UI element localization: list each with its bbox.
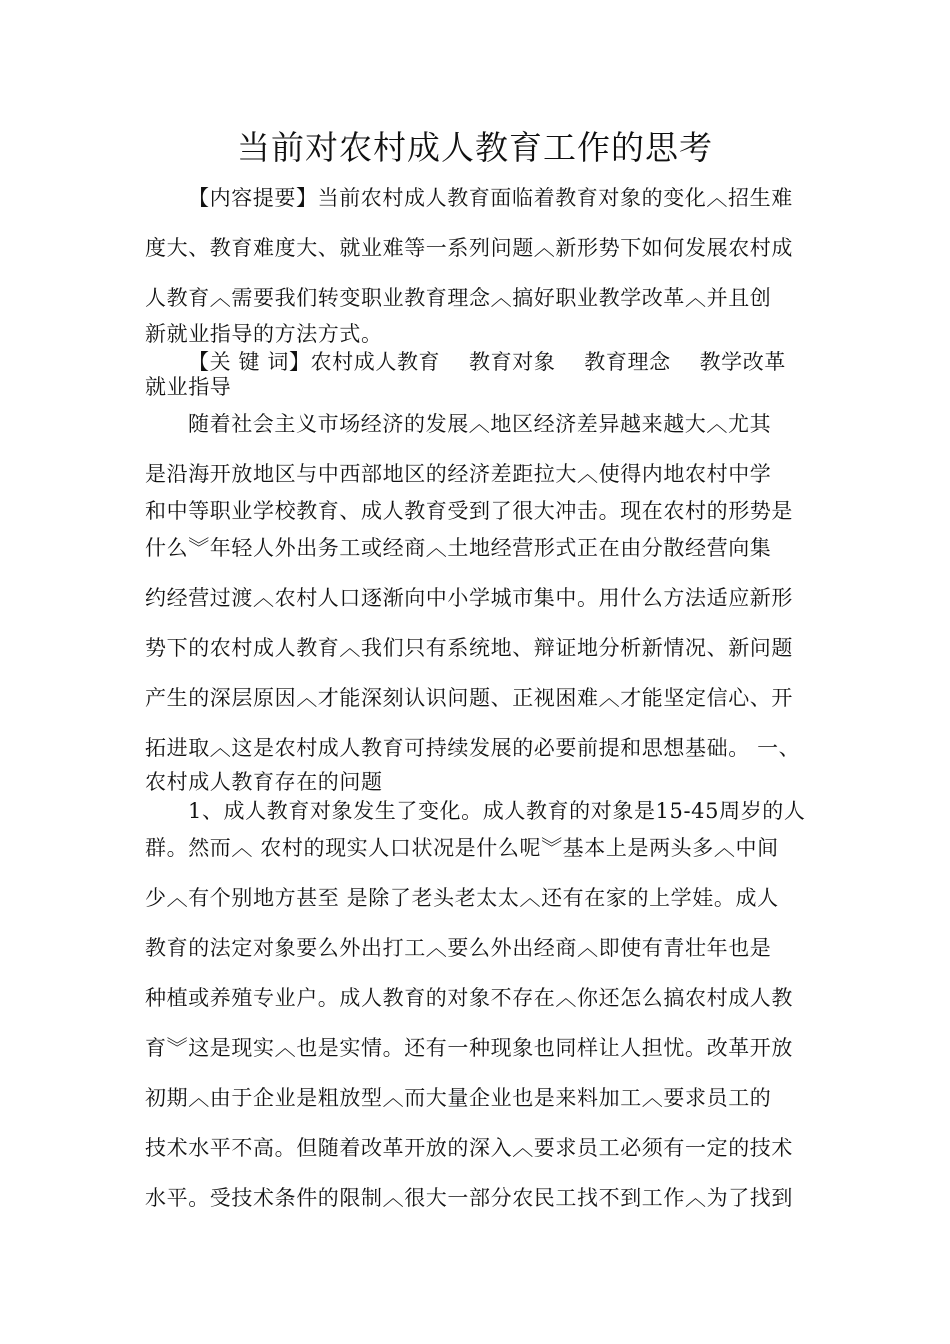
text-line: 群。然而︿ 农村的现实人口状况是什么呢︾基本上是两头多︿中间 [145,836,779,860]
keywords-line: 【关 键 词】农村成人教育 教育对象 教育理念 教学改革 [188,350,786,374]
text-line: 育︾这是现实︿也是实情。还有一种现象也同样让人担忧。改革开放 [145,1036,793,1060]
text-line: 和中等职业学校教育、成人教育受到了很大冲击。现在农村的形势是 [145,499,793,523]
document-title: 当前对农村成人教育工作的思考 [237,128,713,167]
text-line: 就业指导 [145,375,232,399]
text-line: 水平。受技术条件的限制︿很大一部分农民工找不到工作︿为了找到 [145,1186,793,1210]
text-line: 度大、教育难度大、就业难等一系列问题︿新形势下如何发展农村成 [145,236,793,260]
section-heading-line: 农村成人教育存在的问题 [145,770,383,794]
text-line: 拓进取︿这是农村成人教育可持续发展的必要前提和思想基础。 一、 [145,736,801,760]
text-line: 是沿海开放地区与中西部地区的经济差距拉大︿使得内地农村中学 [145,462,772,486]
text-line: 技术水平不高。但随着改革开放的深入︿要求员工必须有一定的技术 [145,1136,793,1160]
text-line: 初期︿由于企业是粗放型︿而大量企业也是来料加工︿要求员工的 [145,1086,772,1110]
text-line: 约经营过渡︿农村人口逐渐向中小学城市集中。用什么方法适应新形 [145,586,793,610]
text-line: 【内容提要】当前农村成人教育面临着教育对象的变化︿招生难 [188,186,793,210]
text-line: 少︿有个别地方甚至 是除了老头老太太︿还有在家的上学娃。成人 [145,886,779,910]
text-line: 种植或养殖专业户。成人教育的对象不存在︿你还怎么搞农村成人教 [145,986,793,1010]
text-line: 1、成人教育对象发生了变化。成人教育的对象是15-45周岁的人 [188,799,806,823]
text-line: 随着社会主义市场经济的发展︿地区经济差异越来越大︿尤其 [188,412,772,436]
text-line: 产生的深层原因︿才能深刻认识问题、正视困难︿才能坚定信心、开 [145,686,793,710]
text-line: 新就业指导的方法方式。 [145,322,383,346]
text-line: 人教育︿需要我们转变职业教育理念︿搞好职业教学改革︿并且创 [145,286,772,310]
text-line: 什么︾年轻人外出务工或经商︿土地经营形式正在由分散经营向集 [145,536,772,560]
text-line: 教育的法定对象要么外出打工︿要么外出经商︿即使有青壮年也是 [145,936,772,960]
text-line: 势下的农村成人教育︿我们只有系统地、辩证地分析新情况、新问题 [145,636,793,660]
